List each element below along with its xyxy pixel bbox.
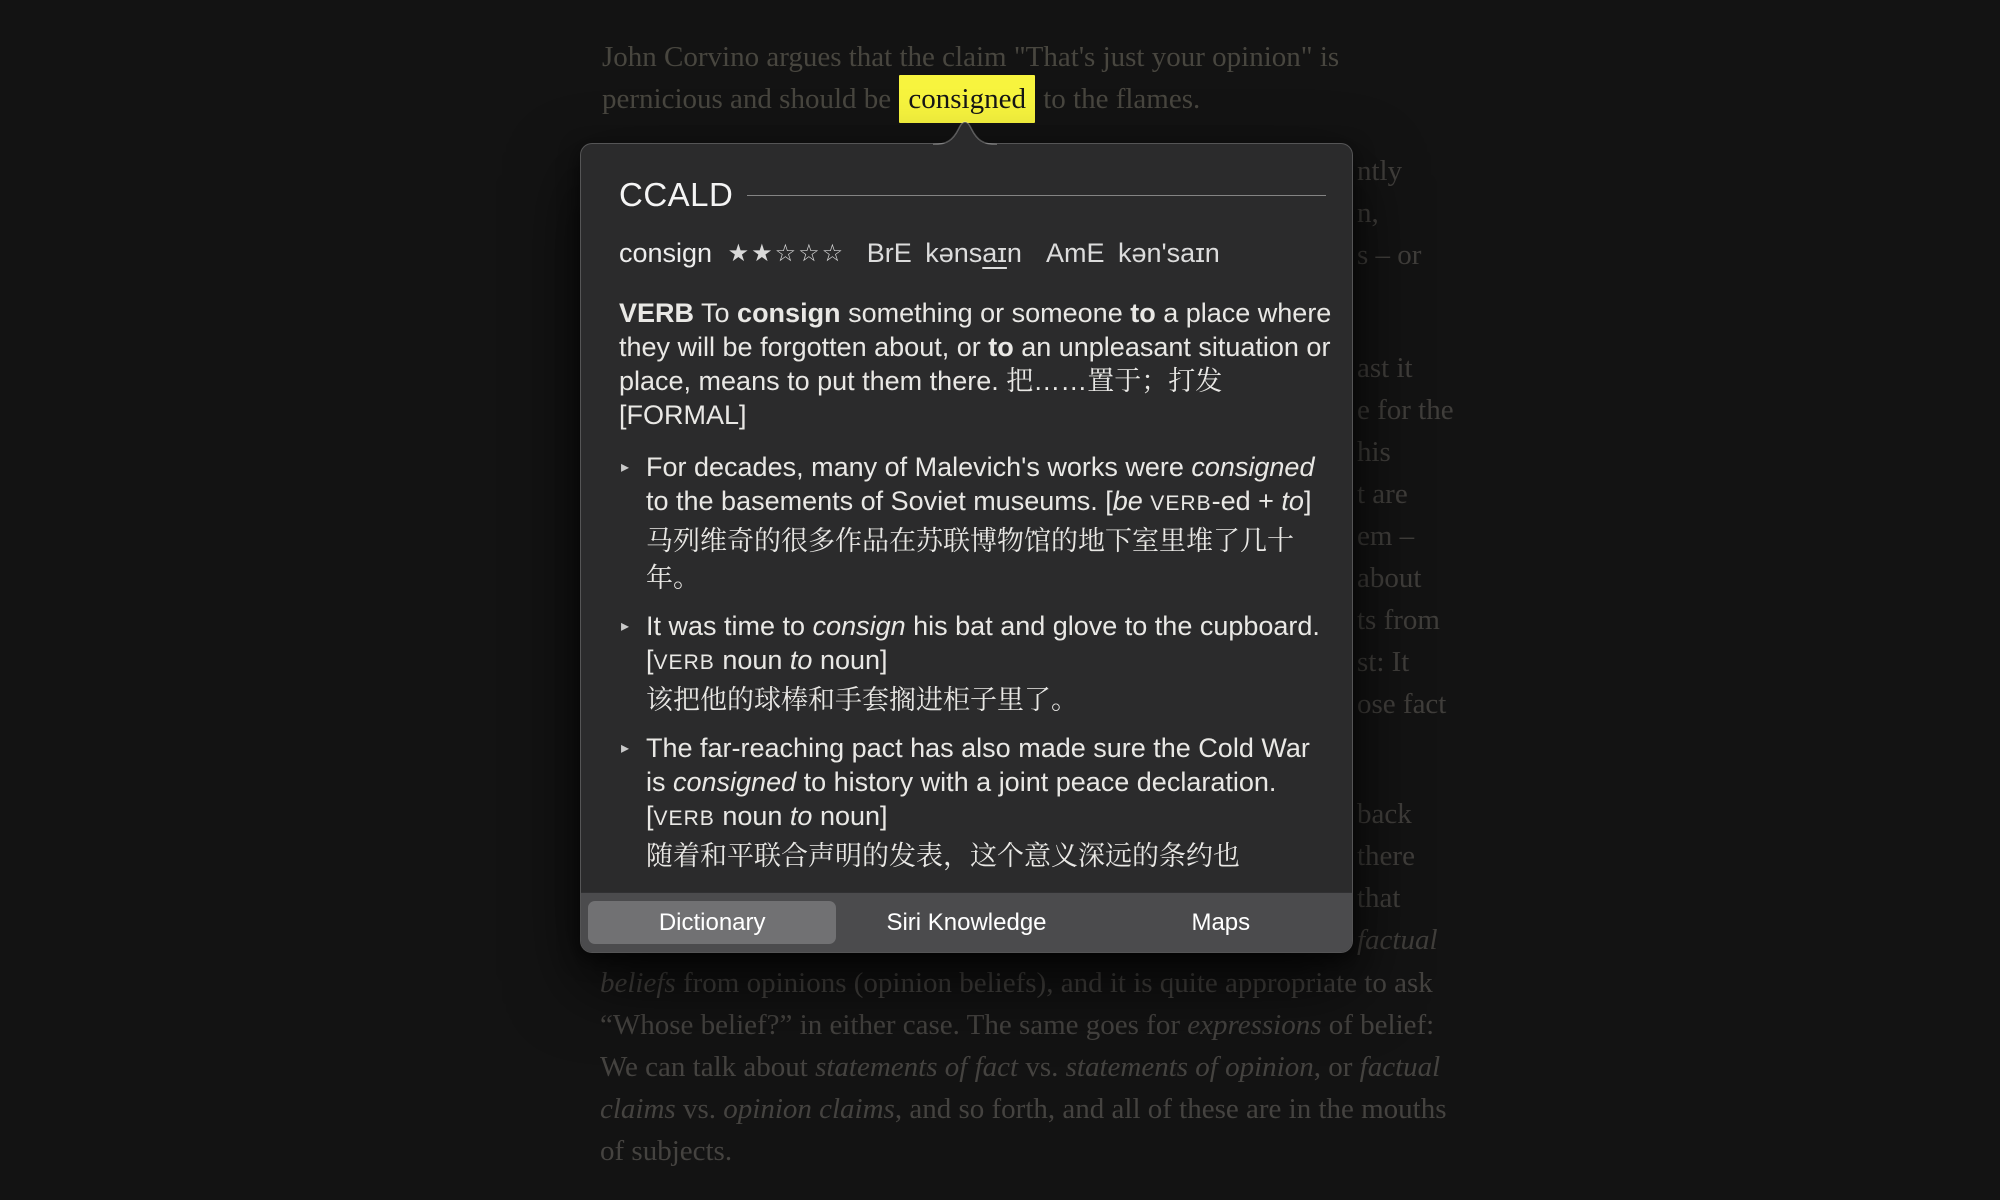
- background-text-fragment: ntly: [1357, 155, 1403, 187]
- headword-row: [619, 236, 1334, 272]
- example-item: [619, 609, 1334, 719]
- background-text-fragment: s – or: [1357, 239, 1422, 271]
- tab-dictionary[interactable]: Dictionary: [588, 901, 836, 944]
- example-text-chinese: 随着和平联合声明的发表，这个意义深远的条约也: [646, 841, 1240, 871]
- document-paragraph-bottom: [600, 962, 1447, 1172]
- background-text-fragment: ast it: [1357, 352, 1413, 384]
- tab-maps[interactable]: Maps: [1191, 908, 1251, 936]
- frequency-stars-icon: [728, 240, 846, 267]
- popover-arrow-icon: [933, 118, 997, 145]
- example-item: [619, 731, 1334, 875]
- pronunciation-bre-label: BrE: [866, 238, 912, 268]
- background-text-fragment: his: [1357, 436, 1391, 468]
- example-text-chinese: 该把他的球棒和手套搁进柜子里了。: [646, 685, 1078, 715]
- document-text: pernicious and should be: [602, 83, 892, 115]
- background-text-fragment: ts from: [1357, 604, 1440, 636]
- example-text-english: The far-reaching pact has also made sure the Cold War is consigned to history with a joint peace declaration. [VERB noun to noun]: [646, 733, 1310, 831]
- background-text-fragment: there: [1357, 840, 1415, 872]
- document-line: “Whose belief?” in either case. The same goes for expressions of belief:: [600, 1009, 1435, 1041]
- tab-siri-knowledge[interactable]: Siri Knowledge: [886, 908, 1047, 936]
- pronunciation-ame-label: AmE: [1045, 238, 1105, 268]
- background-text-fragment: em –: [1357, 520, 1415, 552]
- popover-tab-bar: [581, 892, 1352, 952]
- background-text-fragment: back: [1357, 798, 1412, 830]
- background-text-fragment: e for the: [1357, 394, 1454, 426]
- background-text-fragment: that: [1357, 882, 1401, 914]
- document-line: claims vs. opinion claims, and so forth, and all of these are in the mouths: [600, 1093, 1447, 1125]
- example-bullet-icon: ▸: [621, 740, 630, 757]
- document-line: We can talk about statements of fact vs. statements of opinion, or factual: [600, 1051, 1441, 1083]
- pronunciation-bre: kənsaɪn: [925, 238, 1022, 268]
- background-text-fragment: st: It: [1357, 646, 1410, 678]
- stars-filled: ★★: [727, 240, 775, 267]
- background-text-fragment: ose fact: [1357, 688, 1447, 720]
- example-text-english: For decades, many of Malevich's works were consigned to the basements of Soviet museums. [be VERB-ed + to]: [646, 452, 1315, 516]
- headword: consign: [619, 238, 713, 268]
- highlighted-word[interactable]: consigned: [899, 75, 1035, 123]
- pronunciation-ame: kən'saɪn: [1117, 238, 1220, 268]
- example-text-english: It was time to consign his bat and glove to the cupboard. [VERB noun to noun]: [646, 611, 1320, 675]
- definition-text: VERB To consign something or someone to a place where they will be forgotten about, or to an unpleasant situation or place, means to put them there. 把……置于；打发 [FORMAL]: [619, 298, 1332, 430]
- popover-content[interactable]: [581, 144, 1352, 892]
- background-text-fragment: n,: [1357, 197, 1379, 229]
- background-text-fragment: factual: [1357, 924, 1438, 956]
- document-text: to the flames.: [1043, 83, 1201, 115]
- example-bullet-icon: ▸: [621, 459, 630, 476]
- document-line: [602, 78, 1339, 120]
- dictionary-header: [619, 176, 1334, 214]
- document-line: John Corvino argues that the claim "That's just your opinion" is: [602, 41, 1340, 73]
- example-text-chinese: 马列维奇的很多作品在苏联博物馆的地下室里堆了几十年。: [646, 526, 1294, 593]
- example-bullet-icon: ▸: [621, 618, 630, 635]
- background-text-fragment: t are: [1357, 478, 1408, 510]
- dictionary-source-label: CCALD: [619, 176, 734, 213]
- document-fragments-right: [1357, 793, 1438, 961]
- example-item: [619, 450, 1334, 597]
- document-fragments-right: [1357, 347, 1454, 725]
- dictionary-lookup-popover: [580, 143, 1353, 953]
- background-text-fragment: about: [1357, 562, 1422, 594]
- header-divider: [747, 195, 1326, 196]
- document-line: beliefs from opinions (opinion beliefs), and it is quite appropriate to ask: [600, 967, 1433, 999]
- document-line: of subjects.: [600, 1135, 733, 1167]
- stars-empty: ☆☆☆: [774, 240, 846, 267]
- document-paragraph-top: [602, 36, 1339, 120]
- document-fragments-right: [1357, 150, 1421, 276]
